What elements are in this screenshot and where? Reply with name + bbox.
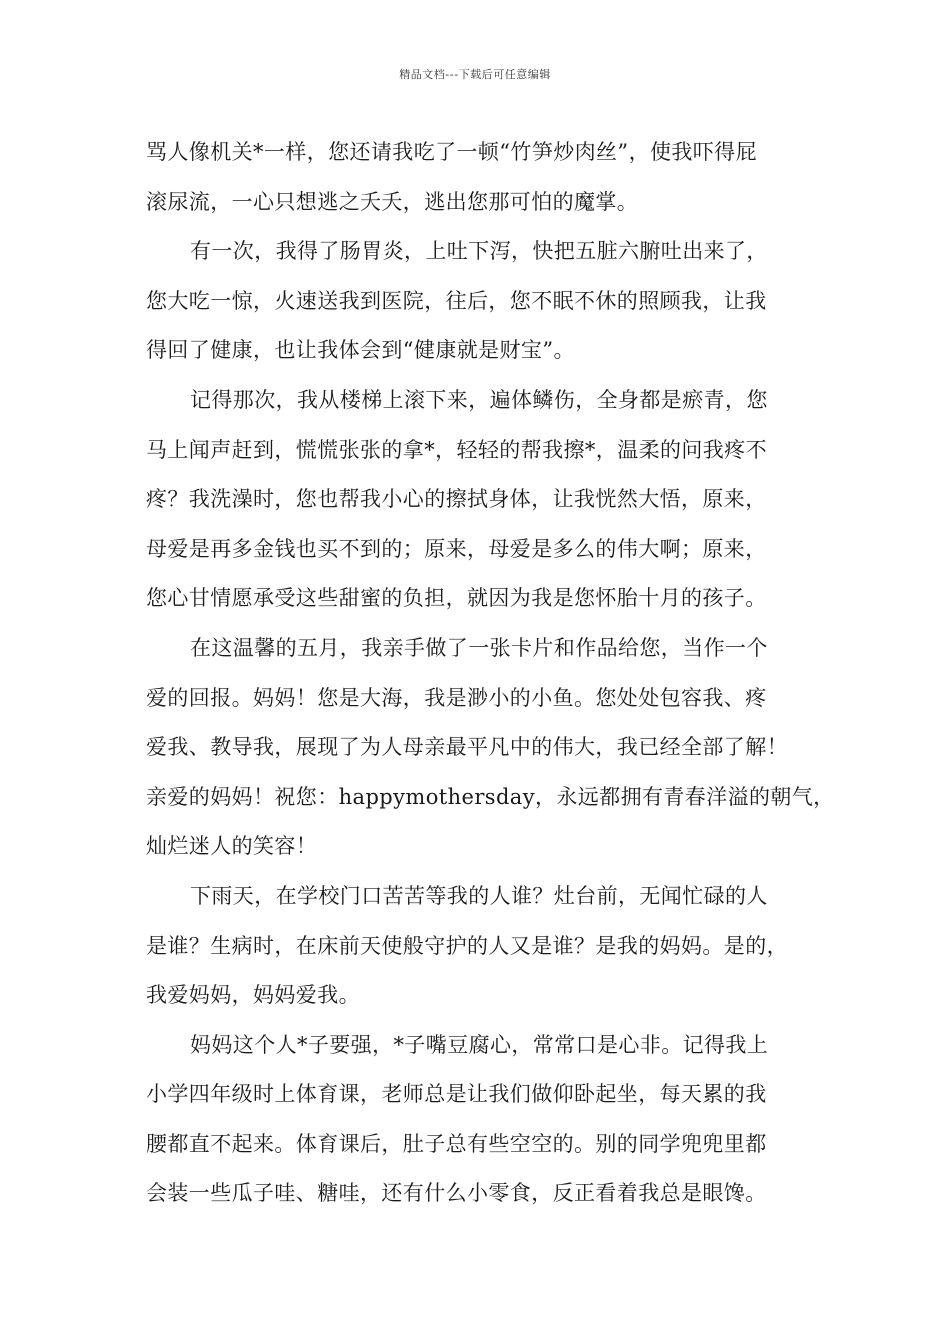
text-line: 腰都直不起来。体育课后，肚子总有些空空的。别的同学兜兜里都 xyxy=(146,1131,767,1156)
text-line: 得回了健康，也让我体会到“健康就是财宝”。 xyxy=(146,338,575,363)
text-line: 马上闻声赶到，慌慌张张的拿*，轻轻的帮我擦*，温柔的问我疼不 xyxy=(146,437,767,462)
text-line: 您大吃一惊，火速送我到医院，往后，您不眠不休的照顾我，让我 xyxy=(146,288,767,313)
text-line: 小学四年级时上体育课，老师总是让我们做仰卧起坐，每天累的我 xyxy=(146,1082,767,1107)
text-line: 在这温馨的五月，我亲手做了一张卡片和作品给您，当作一个 xyxy=(190,635,768,660)
text-line: 您心甘情愿承受这些甜蜜的负担，就因为我是您怀胎十月的孩子。 xyxy=(146,586,767,611)
page-header: 精品文档---下载后可任意编辑 xyxy=(399,68,551,81)
text-line: 亲爱的妈妈！祝您：happymothersday，永远都拥有青春洋溢的朝气， xyxy=(146,784,835,809)
text-line: 爱我、教导我，展现了为人母亲最平凡中的伟大，我已经全部了解！ xyxy=(146,735,788,760)
text-line: 我爱妈妈，妈妈爱我。 xyxy=(146,983,360,1008)
text-line: 爱的回报。妈妈！您是大海，我是渺小的小鱼。您处处包容我、疼 xyxy=(146,685,767,710)
text-line: 会装一些瓜子哇、糖哇，还有什么小零食，反正看着我总是眼馋。 xyxy=(146,1181,767,1206)
text-line: 骂人像机关*一样，您还请我吃了一顿“竹笋炒肉丝”，使我吓得屁 xyxy=(146,140,757,164)
text-line: 下雨天，在学校门口苦苦等我的人谁？灶台前，无闻忙碌的人 xyxy=(190,883,768,908)
document-body xyxy=(146,128,836,1219)
text-line: 妈妈这个人*子要强，*子嘴豆腐心，常常口是心非。记得我上 xyxy=(190,1032,769,1057)
text-line: 疼？我洗澡时，您也帮我小心的擦拭身体，让我恍然大悟，原来， xyxy=(146,487,767,512)
text-line: 灿烂迷人的笑容！ xyxy=(146,834,318,859)
text-line: 滚尿流，一心只想逃之夭夭，逃出您那可怕的魔掌。 xyxy=(146,189,639,214)
text-line: 是谁？生病时，在床前天使般守护的人又是谁？是我的妈妈。是的， xyxy=(146,933,788,958)
text-line: 有一次，我得了肠胃炎，上吐下泻，快把五脏六腑吐出来了， xyxy=(190,239,768,264)
text-line: 母爱是再多金钱也买不到的；原来，母爱是多么的伟大啊；原来， xyxy=(146,536,767,561)
text-line: 记得那次，我从楼梯上滚下来，遍体鳞伤，全身都是瘀青，您 xyxy=(190,387,768,412)
